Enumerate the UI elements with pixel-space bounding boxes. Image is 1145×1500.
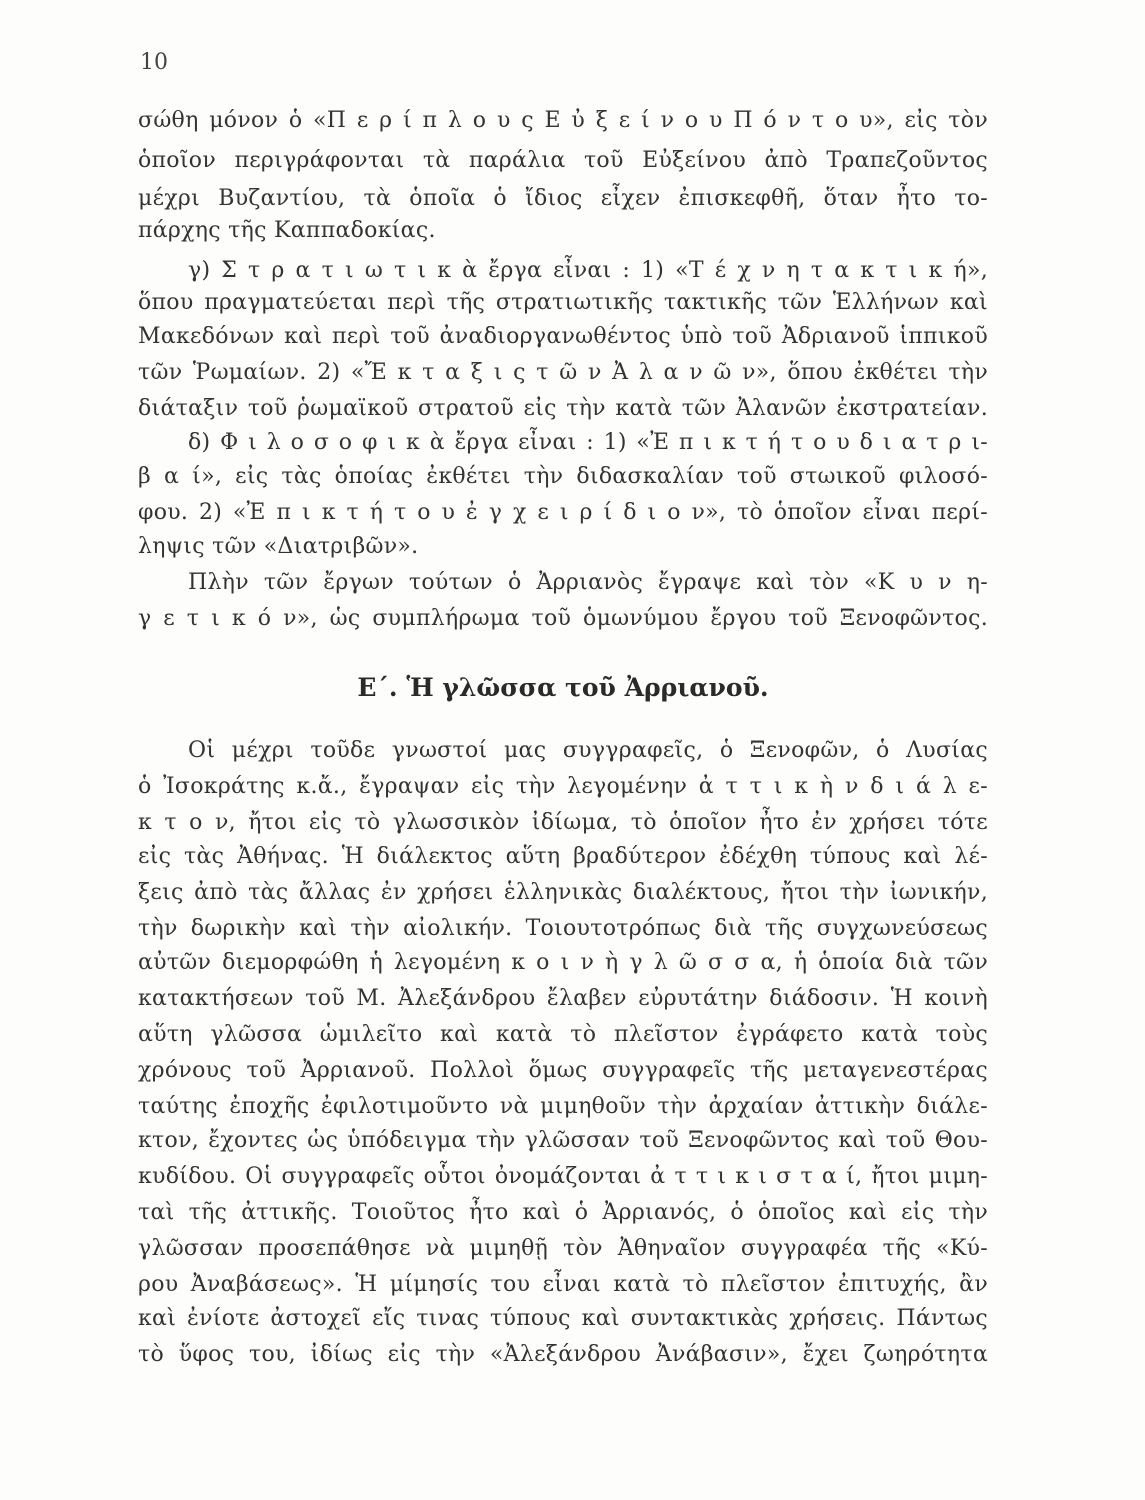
text-line: τὸ ὕφος του, ἰδίως εἰς τὴν «Ἀλεξάνδρου Ἀνάβασιν», ἔχει ζωηρότητα — [138, 1342, 988, 1367]
text-line: τὴν δωρικὴν καὶ τὴν αἰολικήν. Τοιουτοτρόπως διὰ τῆς συγχωνεύσεως — [138, 916, 988, 941]
text-line: γλῶσσαν προσεπάθησε νὰ μιμηθῇ τὸν Ἀθηναῖον συγγραφέα τῆς «Κύ- — [138, 1236, 988, 1261]
text-line: εἰς τὰς Ἀθήνας. Ἡ διάλεκτος αὕτη βραδύτερον ἐδέχθη τύπους καὶ λέ- — [138, 844, 988, 869]
text-line: ὁ Ἰσοκράτης κ.ἄ., ἔγραψαν εἰς τὴν λεγομένην ἀ τ τ ι κ ὴ ν δ ι ά λ ε- — [138, 774, 988, 799]
text-line: Πλὴν τῶν ἔργων τούτων ὁ Ἀρριανὸς ἔγραψε καὶ τὸν «Κ υ ν η- — [188, 570, 988, 595]
text-line: δ) Φ ι λ ο σ ο φ ι κ ὰ ἔργα εἶναι : 1) «Ἐ π ι κ τ ή τ ο υ δ ι α τ ρ ι- — [188, 430, 988, 455]
text-line: κυδίδου. Οἱ συγγραφεῖς οὗτοι ὀνομάζονται ἀ τ τ ι κ ι σ τ α ί, ἤτοι μιμη- — [138, 1164, 988, 1189]
text-line: ὁποῖον περιγράφονται τὰ παράλια τοῦ Εὐξείνου ἀπὸ Τραπεζοῦντος — [138, 148, 988, 173]
text-line: γ ε τ ι κ ό ν», ὡς συμπλήρωμα τοῦ ὁμωνύμου ἔργου τοῦ Ξενοφῶντος. — [138, 606, 988, 631]
text-line: ξεις ἀπὸ τὰς ἄλλας ἐν χρήσει ἑλληνικὰς διαλέκτους, ἤτοι τὴν ἰωνικήν, — [138, 880, 988, 905]
text-line: κ τ ο ν, ἤτοι εἰς τὸ γλωσσικὸν ἰδίωμα, τὸ ὁποῖον ἦτο ἐν χρήσει τότε — [138, 810, 988, 835]
text-line: κτον, ἔχοντες ὡς ὑπόδειγμα τὴν γλῶσσαν τοῦ Ξενοφῶντος καὶ τοῦ Θου- — [138, 1128, 988, 1153]
section-heading: Ε΄. Ἡ γλῶσσα τοῦ Ἀρριανοῦ. — [357, 673, 769, 702]
text-line: μέχρι Βυζαντίου, τὰ ὁποῖα ὁ ἴδιος εἶχεν ἐπισκεφθῆ, ὅταν ἦτο το- — [138, 186, 988, 211]
text-line: διάταξιν τοῦ ῥωμαϊκοῦ στρατοῦ εἰς τὴν κατὰ τῶν Ἀλανῶν ἐκστρατείαν. — [138, 396, 988, 421]
text-line: φου. 2) «Ἐ π ι κ τ ή τ ο υ ἐ γ χ ε ι ρ ί δ ι ο ν», τὸ ὁποῖον εἶναι περί- — [138, 500, 988, 525]
text-line: αὐτῶν διεμορφώθη ἡ λεγομένη κ ο ι ν ὴ γ λ ῶ σ σ α, ἡ ὁποία διὰ τῶν — [138, 950, 988, 975]
text-line: πάρχης τῆς Καππαδοκίας. — [138, 218, 436, 243]
text-line: τῶν Ῥωμαίων. 2) «Ἔ κ τ α ξ ι ς τ ῶ ν Ἀ λ α ν ῶ ν», ὅπου ἐκθέτει τὴν — [138, 360, 988, 385]
text-line: ταὶ τῆς ἀττικῆς. Τοιοῦτος ἦτο καὶ ὁ Ἀρριανός, ὁ ὁποῖος καὶ εἰς τὴν — [138, 1200, 988, 1225]
page-number: 10 — [140, 50, 168, 75]
text-line: κατακτήσεων τοῦ Μ. Ἀλεξάνδρου ἔλαβεν εὐρυτάτην διάδοσιν. Ἡ κοινὴ — [138, 986, 988, 1011]
text-line: ταύτης ἐποχῆς ἐφιλοτιμοῦντο νὰ μιμηθοῦν τὴν ἀρχαίαν ἀττικὴν διάλε- — [138, 1094, 988, 1119]
text-line: χρόνους τοῦ Ἀρριανοῦ. Πολλοὶ ὅμως συγγραφεῖς τῆς μεταγενεστέρας — [138, 1058, 988, 1083]
text-line: β α ί», εἰς τὰς ὁποίας ἐκθέτει τὴν διδασκαλίαν τοῦ στωικοῦ φιλοσό- — [138, 464, 988, 489]
text-line: Μακεδόνων καὶ περὶ τοῦ ἀναδιοργανωθέντος ὑπὸ τοῦ Ἀδριανοῦ ἱππικοῦ — [138, 324, 988, 349]
text-line: σώθη μόνον ὁ «Π ε ρ ί π λ ο υ ς Ε ὐ ξ ε ί ν ο υ Π ό ν τ ο υ», εἰς τὸν — [138, 108, 988, 133]
text-line: αὕτη γλῶσσα ὡμιλεῖτο καὶ κατὰ τὸ πλεῖστον ἐγράφετο κατὰ τοὺς — [138, 1022, 988, 1047]
text-line: ὅπου πραγματεύεται περὶ τῆς στρατιωτικῆς τακτικῆς τῶν Ἑλλήνων καὶ — [138, 290, 988, 315]
text-line: ρου Ἀναβάσεως». Ἡ μίμησίς του εἶναι κατὰ τὸ πλεῖστον ἐπιτυχής, ἂν — [138, 1272, 988, 1297]
text-line: ληψις τῶν «Διατριβῶν». — [138, 534, 419, 559]
text-line: καὶ ἐνίοτε ἀστοχεῖ εἴς τινας τύπους καὶ συντακτικὰς χρήσεις. Πάντως — [138, 1306, 988, 1331]
text-line: Οἱ μέχρι τοῦδε γνωστοί μας συγγραφεῖς, ὁ Ξενοφῶν, ὁ Λυσίας — [188, 738, 988, 763]
text-line: γ) Σ τ ρ α τ ι ω τ ι κ ὰ ἔργα εἶναι : 1) «Τ έ χ ν η τ α κ τ ι κ ή», — [188, 258, 988, 283]
